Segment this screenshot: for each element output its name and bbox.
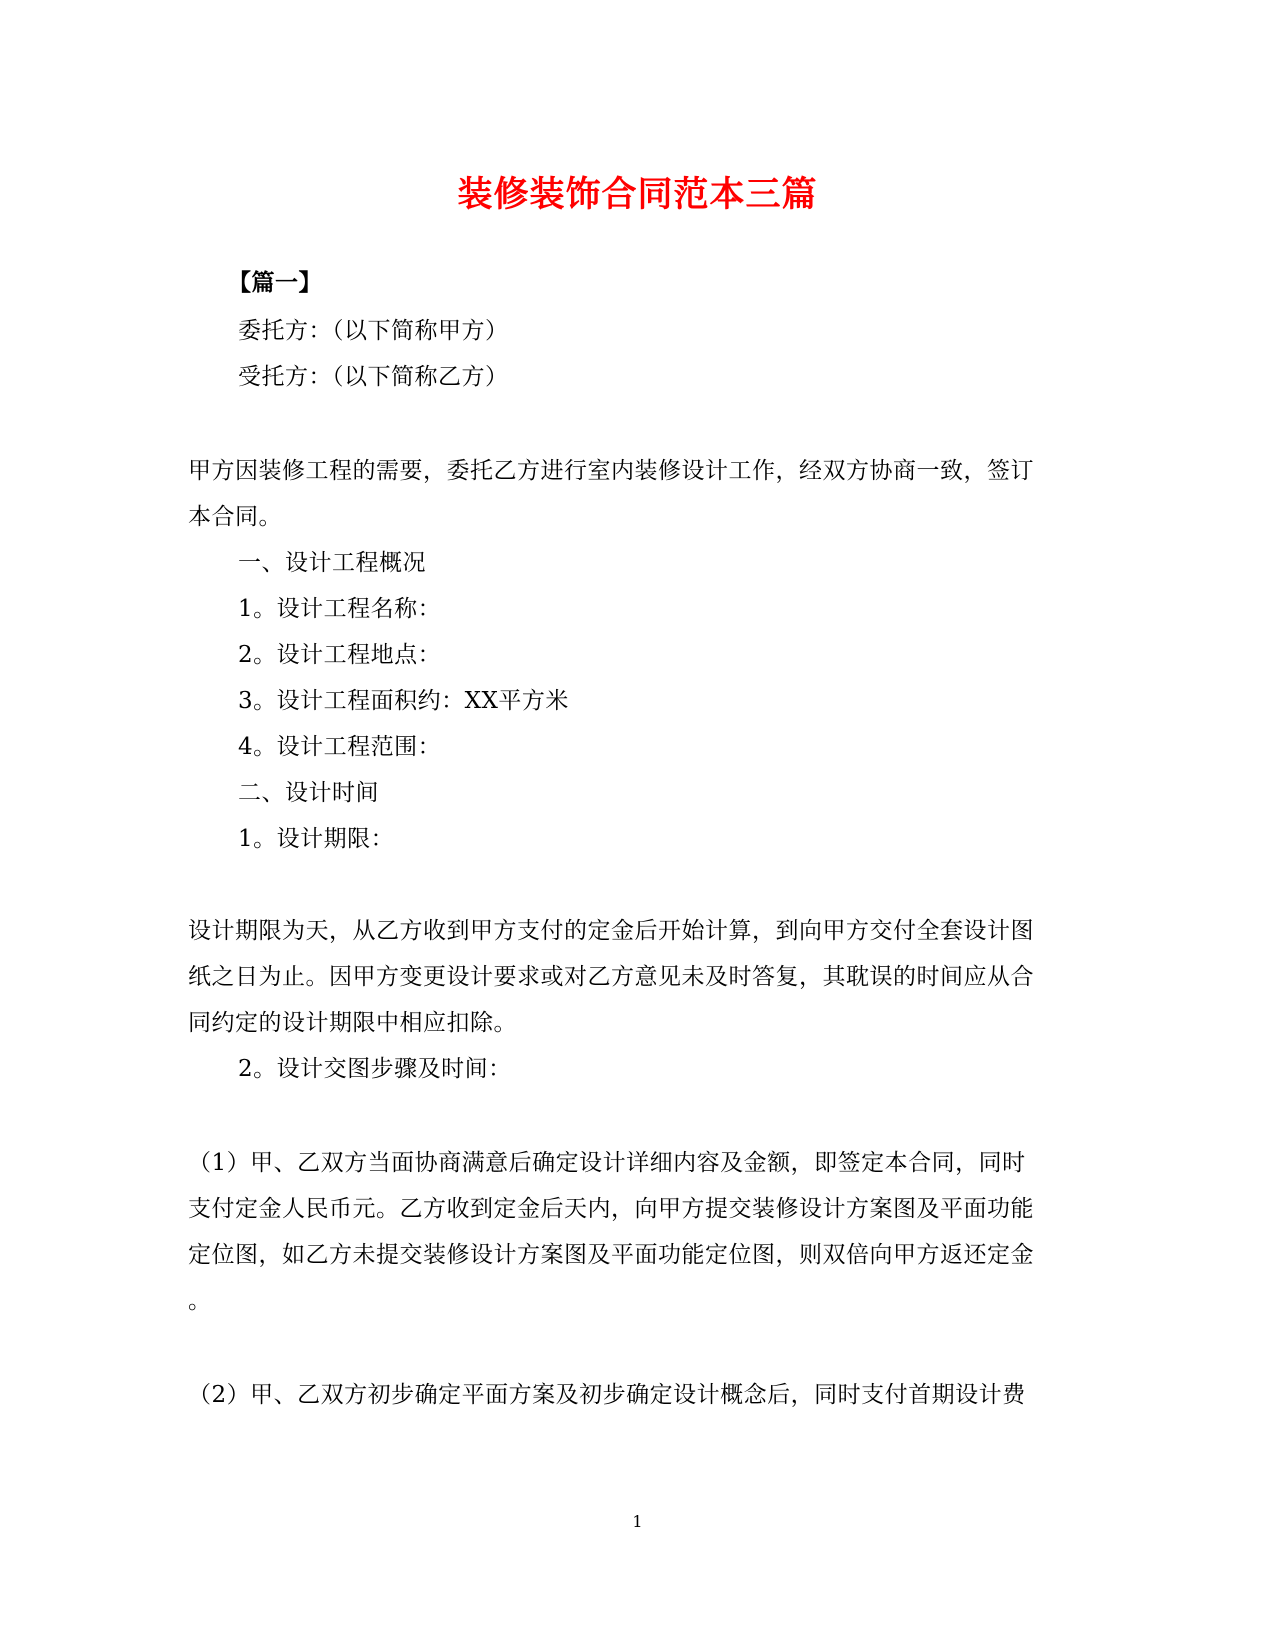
section-label: 【篇一】	[228, 269, 322, 296]
list-item: 3。设计工程面积约：XX平方米	[238, 688, 569, 714]
list-item: 1。设计工程名称：	[238, 596, 442, 622]
step-heading: 2。设计交图步骤及时间：	[238, 1056, 512, 1082]
period-paragraph-line: 设计期限为天，从乙方收到甲方支付的定金后开始计算，到向甲方交付全套设计图	[188, 918, 1034, 944]
period-paragraph-line: 纸之日为止。因甲方变更设计要求或对乙方意见未及时答复，其耽误的时间应从合	[188, 964, 1034, 990]
step1-line: 支付定金人民币元。乙方收到定金后天内，向甲方提交装修设计方案图及平面功能	[188, 1196, 1034, 1222]
list-item: 二、设计时间	[238, 780, 379, 806]
step2-line: （2）甲、乙双方初步确定平面方案及初步确定设计概念后，同时支付首期设计费	[188, 1382, 1026, 1408]
intro-line: 甲方因装修工程的需要，委托乙方进行室内装修设计工作，经双方协商一致，签订	[188, 458, 1034, 484]
list-item: 1。设计期限：	[238, 826, 395, 852]
period-paragraph-line: 同约定的设计期限中相应扣除。	[188, 1010, 517, 1036]
party-a-line: 委托方：（以下简称甲方）	[238, 318, 509, 344]
step1-line: 。	[188, 1288, 212, 1314]
list-item: 2。设计工程地点：	[238, 642, 442, 668]
list-item: 一、设计工程概况	[238, 550, 426, 576]
list-item: 4。设计工程范围：	[238, 734, 442, 760]
document-title: 装修装饰合同范本三篇	[457, 174, 818, 215]
step1-line: （1）甲、乙双方当面协商满意后确定设计详细内容及金额，即签定本合同，同时	[188, 1150, 1026, 1176]
intro-line: 本合同。	[188, 504, 282, 530]
step1-line: 定位图，如乙方未提交装修设计方案图及平面功能定位图，则双倍向甲方返还定金	[188, 1242, 1034, 1268]
page-number: 1	[632, 1512, 643, 1531]
party-b-line: 受托方：（以下简称乙方）	[238, 364, 509, 390]
